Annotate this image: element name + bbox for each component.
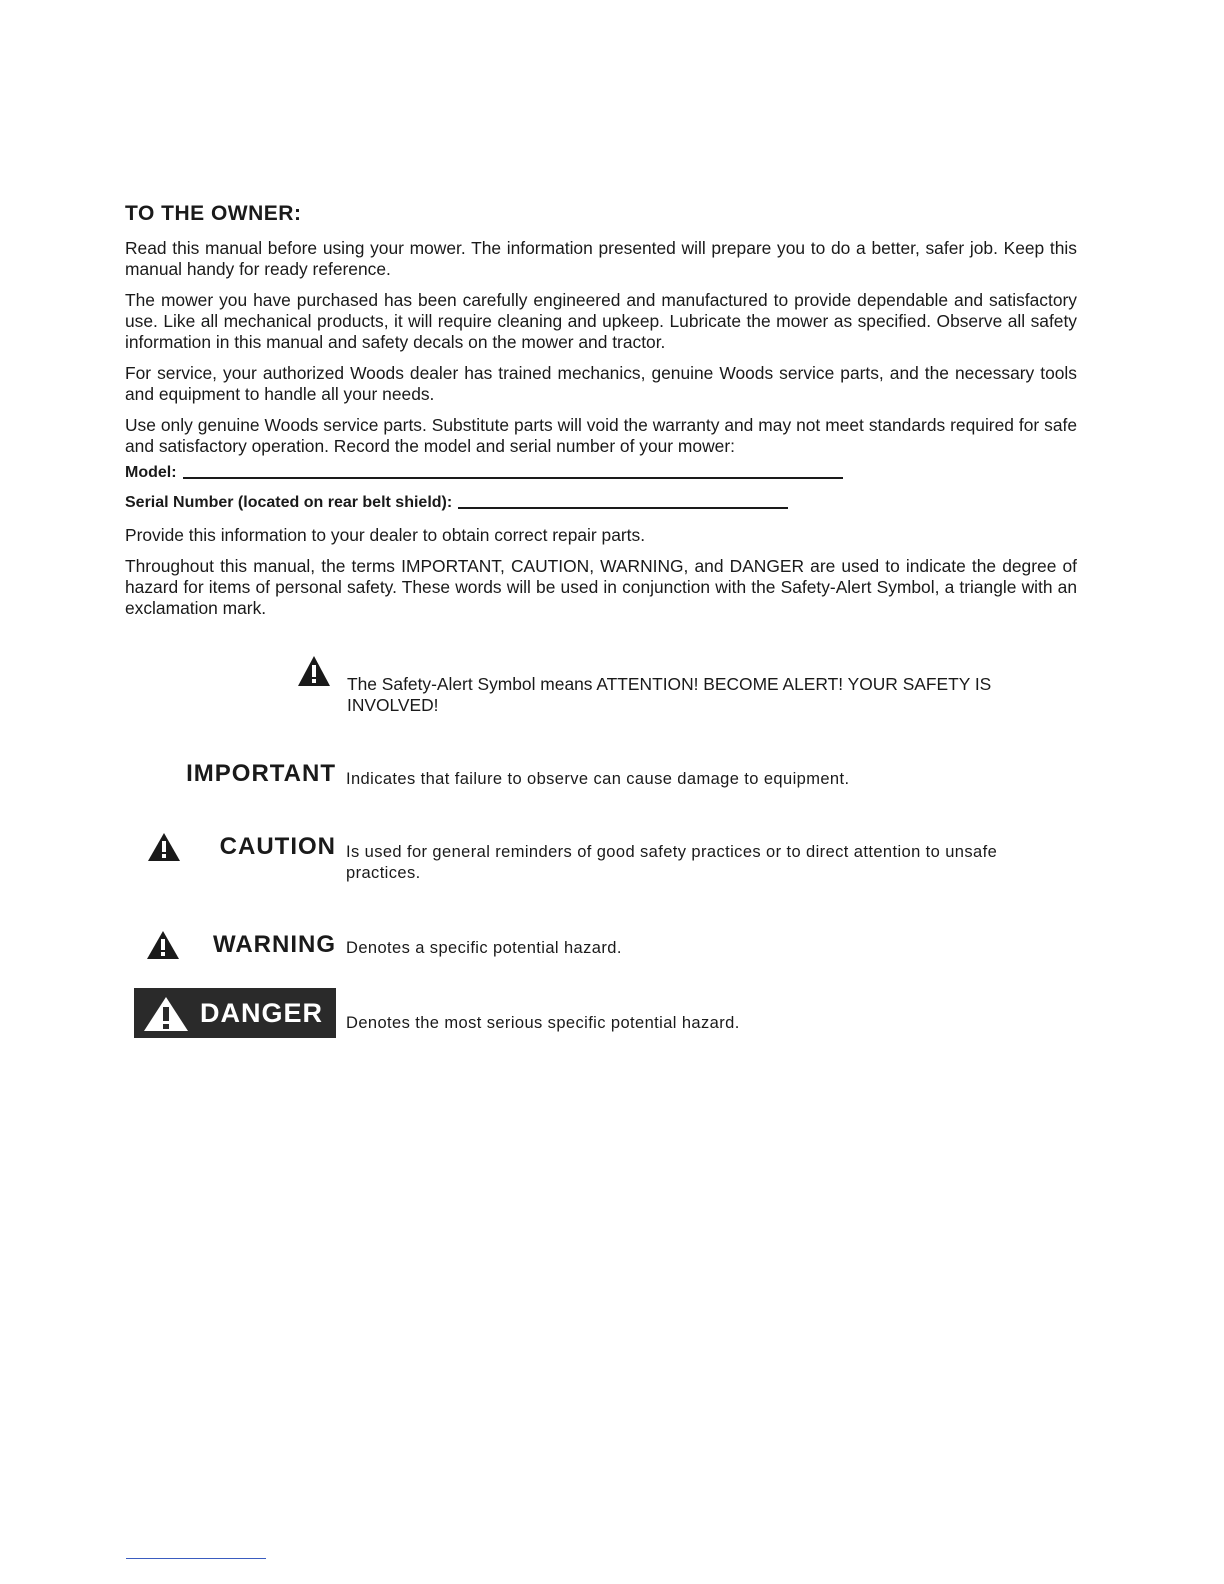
model-label: Model: xyxy=(125,464,177,481)
serial-label: Serial Number (located on rear belt shield): xyxy=(125,494,453,511)
terms-paragraph: Throughout this manual, the terms IMPORTANT, CAUTION, WARNING, and DANGER are used to indicate the degree of hazard for items of personal safety. These words will be used in conjunction with the Safety-Alert Symbol, a triangle with an exclamation mark. xyxy=(125,556,1077,618)
serial-blank-line xyxy=(458,507,788,509)
important-definition: Indicates that failure to observe can cause damage to equipment. xyxy=(346,770,850,788)
model-blank-line xyxy=(183,477,843,479)
safety-alert-text: The Safety-Alert Symbol means ATTENTION! BECOME ALERT! YOUR SAFETY IS INVOLVED! xyxy=(347,674,992,715)
mower-paragraph: The mower you have purchased has been carefully engineered and manufactured to provide dependable and satisfactory use. Like all mechanical products, it will require cleaning and upkeep. Lubricate the mower as specified. Observe all safety information in this manual and safety decals on the mower and tractor. xyxy=(125,290,1077,352)
intro-paragraph: Read this manual before using your mower. The information presented will prepare you to do a better, safer job. Keep this manual handy for ready reference. xyxy=(125,238,1077,279)
warning-label: WARNING xyxy=(213,931,336,958)
page-title: TO THE OWNER: xyxy=(125,202,302,225)
warning-alert-icon xyxy=(146,930,180,960)
service-paragraph: For service, your authorized Woods dealer has trained mechanics, genuine Woods service parts, and the necessary tools and equipment to handle all your needs. xyxy=(125,363,1077,404)
warning-definition: Denotes a specific potential hazard. xyxy=(346,939,622,957)
caution-alert-icon xyxy=(147,832,181,862)
danger-label: DANGER xyxy=(200,997,324,1028)
safety-alert-triangle-icon xyxy=(297,654,331,688)
caution-label: CAUTION xyxy=(219,833,336,860)
danger-badge xyxy=(134,988,336,1038)
footer-rule xyxy=(126,1558,266,1559)
danger-definition: Denotes the most serious specific potential hazard. xyxy=(346,1014,740,1032)
important-label: IMPORTANT xyxy=(186,760,336,787)
caution-definition: Is used for general reminders of good safety practices or to direct attention to unsafe practices. xyxy=(346,843,998,882)
provide-paragraph: Provide this information to your dealer to obtain correct repair parts. xyxy=(125,525,646,545)
model-field xyxy=(125,464,843,482)
parts-paragraph: Use only genuine Woods service parts. Substitute parts will void the warranty and may not meet standards required for safe and satisfactory operation. Record the model and serial number of your mower: xyxy=(125,415,1077,456)
serial-field xyxy=(125,494,788,512)
danger-alert-icon xyxy=(142,995,190,1033)
